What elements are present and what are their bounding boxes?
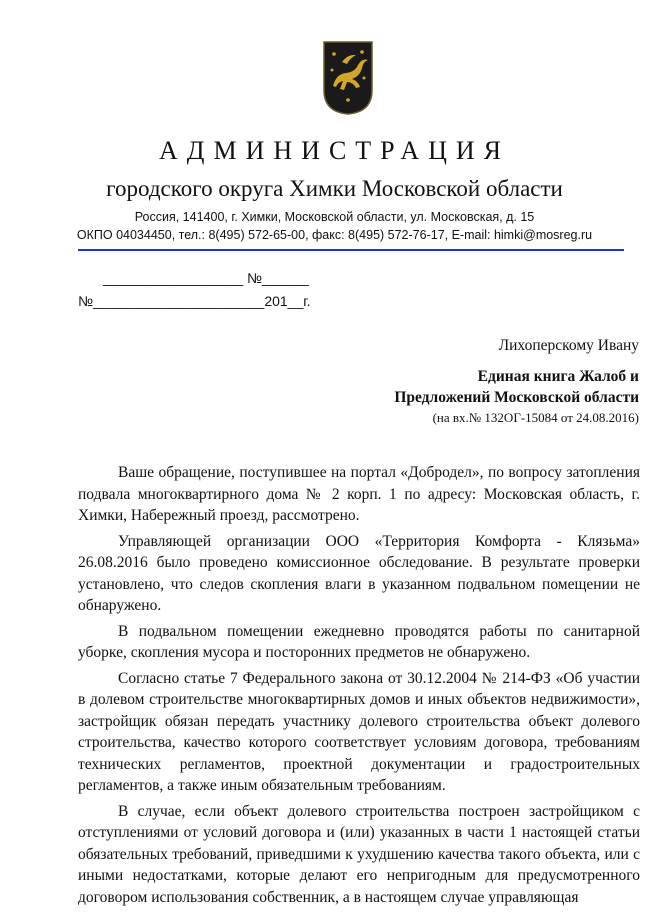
khimki-coat-of-arms-icon	[322, 40, 374, 116]
incoming-reference: (на вх.№ 132ОГ-15084 от 24.08.2016)	[432, 410, 639, 425]
body-paragraph: Ваше обращение, поступившее на портал «Добродел», по вопросу затопления подвала многоквартирного дома № 2 корп. 1 по адресу: Московская область, г. Химки, Набережный проезд, рассмотрено.	[78, 464, 640, 524]
org-subtitle: городского округа Химки Московской области	[106, 176, 563, 201]
body-paragraph: Согласно статье 7 Федерального закона от 30.12.2004 № 214-ФЗ «Об участии в долевом строительстве многоквартирных домов и иных объектов недвижимости», застройщик обязан передать участнику долевого строительства объект долевого строительства, качество которого соответствует условиям договора, требованиям технических регламентов, проектной документации и градостроительных регламентов, а также иным обязательным требованиям.	[78, 669, 640, 794]
org-title: АДМИНИСТРАЦИЯ	[159, 136, 510, 165]
header-divider	[78, 249, 624, 251]
contacts-line: ОКПО 04034450, тел.: 8(495) 572-65-00, факс: 8(495) 572-76-17, E-mail: himki@mosreg.ru	[76, 228, 593, 242]
letter-body	[78, 462, 640, 912]
recipient-org-line2: Предложений Московской области	[394, 389, 639, 406]
body-paragraph: В случае, если объект долевого строительства построен застройщиком с отступлениями от условий договора и (или) указанных в части 1 настоящей статьи обязательных требований, приведшими к ухудшению качества такого объекта, или с иными недостатками, которые делают его непригодным для предусмотренного договором использования собственник, а в настоящем случае управляющая	[78, 802, 640, 906]
recipient-name: Лихоперскому Ивану	[498, 337, 639, 354]
body-paragraph: Управляющей организации ООО «Территория Комфорта - Клязьма» 26.08.2016 было проведено комиссионное обследование. В результате проверки установлено, что следов скопления влаги в указанном подвальном помещении не обнаружено.	[78, 532, 640, 614]
registration-date-line: №______________________201__г.	[78, 293, 311, 309]
registration-number-line: __________________ №______	[103, 270, 309, 286]
body-paragraph: В подвальном помещении ежедневно проводятся работы по санитарной уборке, скопления мусора и посторонних предметов не обнаружено.	[78, 622, 640, 661]
address-line: Россия, 141400, г. Химки, Московской области, ул. Московская, д. 15	[134, 210, 535, 224]
recipient-org-line1: Единая книга Жалоб и	[477, 368, 639, 385]
